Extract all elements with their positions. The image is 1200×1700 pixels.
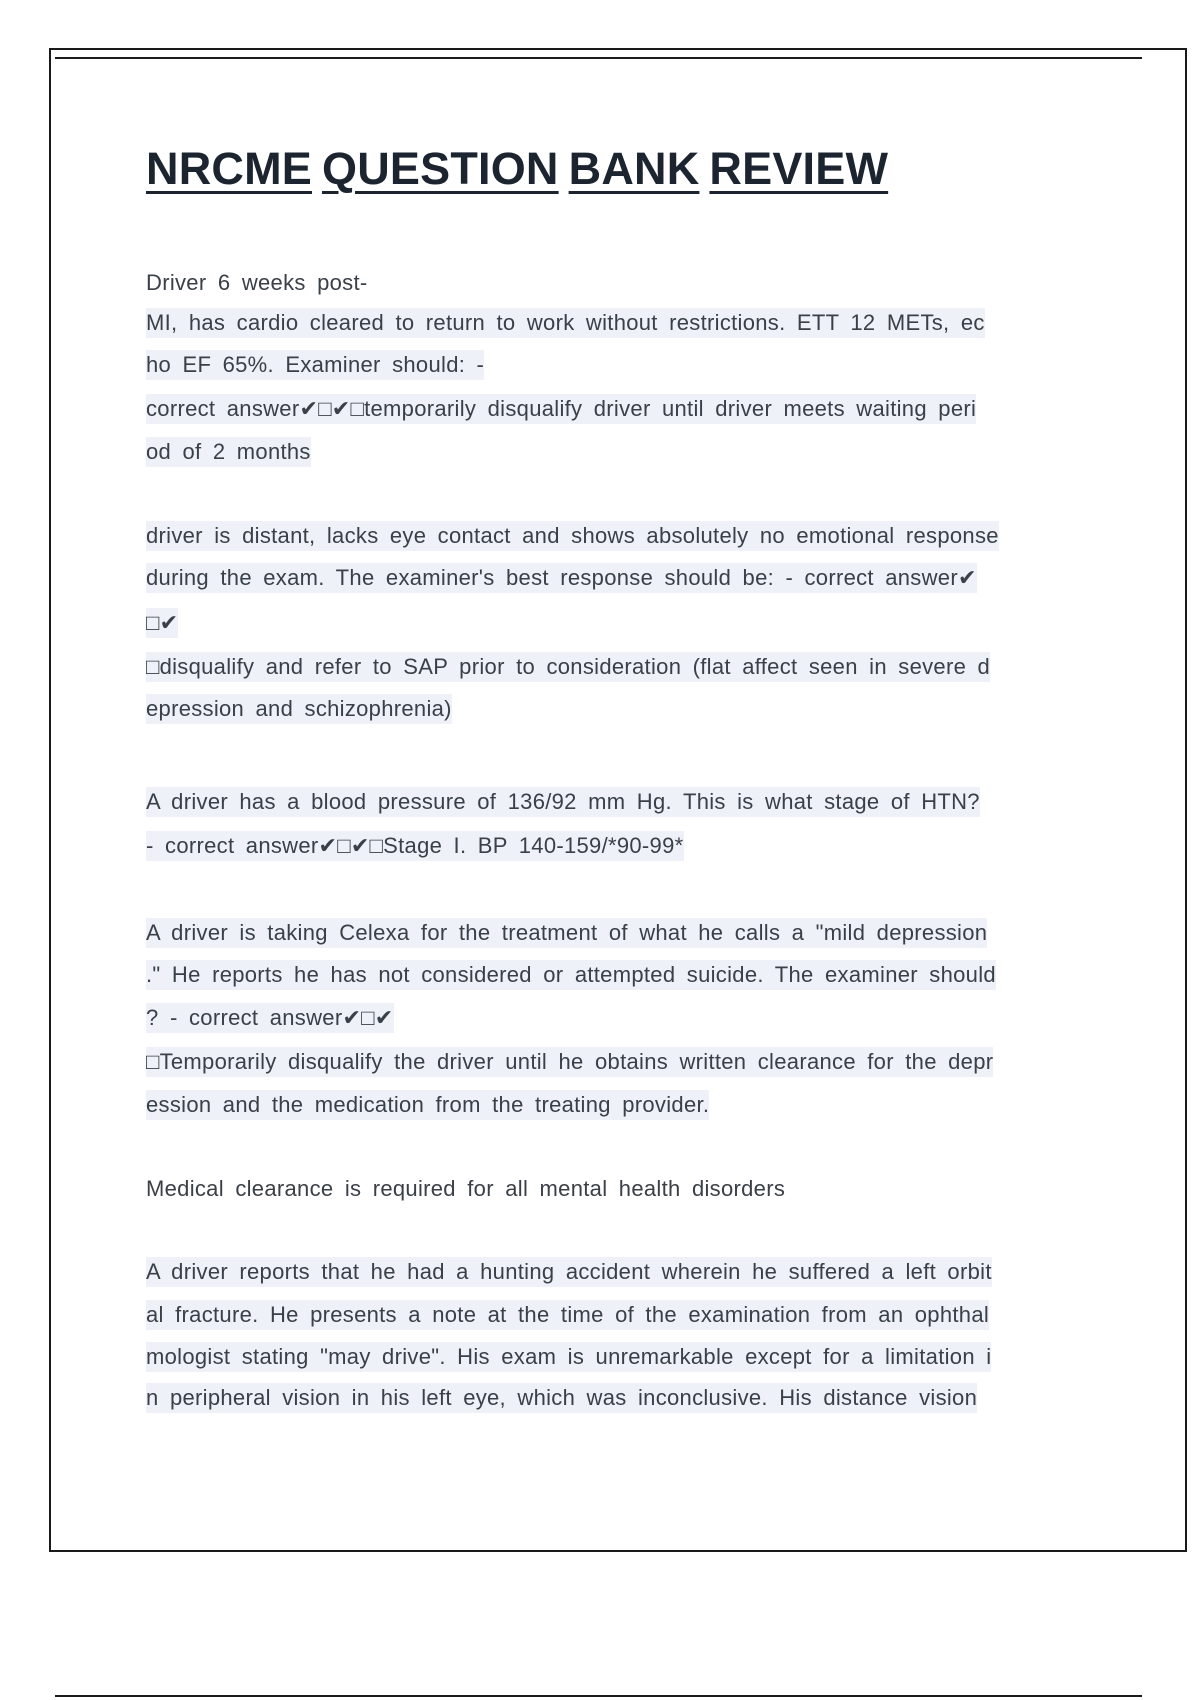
text-line: A driver is taking Celexa for the treatment of what he calls a "mild depression: [146, 918, 987, 948]
text-line: Driver 6 weeks post-: [146, 270, 368, 295]
text-line: correct answer✔□✔□temporarily disqualify driver until driver meets waiting peri: [146, 394, 976, 424]
title-word: REVIEW: [709, 143, 889, 194]
title-word: QUESTION: [322, 143, 559, 194]
title-word: NRCME: [146, 143, 312, 194]
text-line: □Temporarily disqualify the driver until he obtains written clearance for the depr: [146, 1047, 993, 1077]
text-line: al fracture. He presents a note at the time of the examination from an ophthal: [146, 1300, 989, 1330]
text-line: during the exam. The examiner's best response should be: - correct answer✔: [146, 563, 977, 593]
text-line: MI, has cardio cleared to return to work without restrictions. ETT 12 METs, ec: [146, 308, 985, 338]
title-word: BANK: [568, 143, 700, 194]
bottom-rule: [55, 1695, 1142, 1697]
text-line: driver is distant, lacks eye contact and shows absolutely no emotional response: [146, 521, 999, 551]
text-line: ho EF 65%. Examiner should: -: [146, 350, 484, 380]
text-line: - correct answer✔□✔□Stage I. BP 140-159/*90-99*: [146, 831, 684, 861]
text-line: n peripheral vision in his left eye, which was inconclusive. His distance vision: [146, 1383, 977, 1413]
text-line: od of 2 months: [146, 437, 311, 467]
text-line: ? - correct answer✔□✔: [146, 1003, 394, 1033]
text-line: A driver reports that he had a hunting accident wherein he suffered a left orbit: [146, 1257, 992, 1287]
text-line: □disqualify and refer to SAP prior to consideration (flat affect seen in severe d: [146, 652, 990, 682]
document-title: [146, 143, 898, 195]
text-line: epression and schizophrenia): [146, 694, 452, 724]
top-rule: [55, 57, 1142, 59]
text-line: ession and the medication from the treating provider.: [146, 1090, 709, 1120]
text-line: □✔: [146, 608, 178, 638]
text-line: A driver has a blood pressure of 136/92 mm Hg. This is what stage of HTN?: [146, 787, 980, 817]
text-line: ." He reports he has not considered or attempted suicide. The examiner should: [146, 960, 996, 990]
text-line: mologist stating "may drive". His exam is unremarkable except for a limitation i: [146, 1342, 991, 1372]
text-line: Medical clearance is required for all mental health disorders: [146, 1176, 786, 1201]
